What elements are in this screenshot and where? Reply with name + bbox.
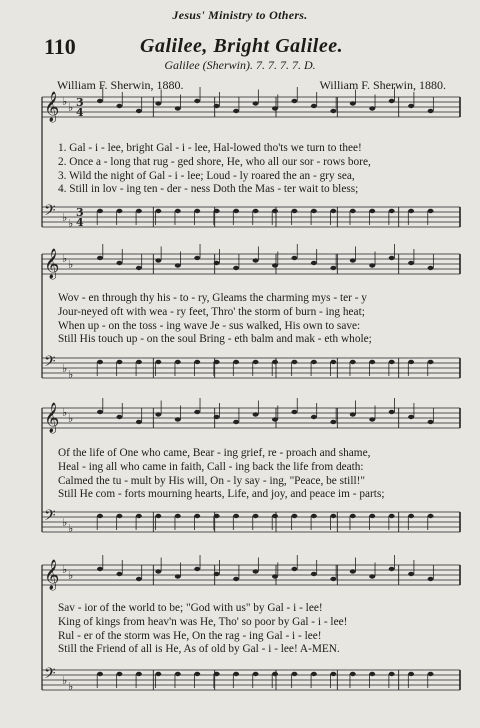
- flat-icon: ♭: [68, 522, 74, 535]
- flat-icon: ♭: [62, 406, 68, 419]
- note-head: [428, 420, 434, 424]
- note-head: [214, 672, 220, 676]
- note-head: [214, 104, 220, 108]
- note-head: [350, 360, 356, 364]
- note-head: [428, 514, 434, 518]
- lyric-line: Rul - er of the storm was He, On the rag - ing Gal - i - lee!: [58, 629, 322, 642]
- note-head: [330, 266, 336, 270]
- note-head: [330, 672, 336, 676]
- note-head: [408, 209, 414, 213]
- note-head: [233, 266, 239, 270]
- lyric-line: 1. Gal - i - lee, bright Gal - i - lee, Hal-lowed tho'ts we turn to thee!: [58, 142, 362, 154]
- note-head: [97, 209, 103, 213]
- lyric-line: Still His touch up - on the soul Bring - eth balm and mak - eth whole;: [58, 333, 372, 346]
- lyric-line: Of the life of One who came, Bear - ing grief, re - proach and shame,: [58, 447, 371, 459]
- note-head: [175, 514, 181, 518]
- note-head: [175, 417, 181, 421]
- bass-clef-icon: 𝄢: [44, 665, 56, 686]
- note-head: [116, 209, 122, 213]
- note-head: [369, 672, 375, 676]
- note-head: [233, 360, 239, 364]
- note-head: [350, 209, 356, 213]
- note-head: [389, 567, 395, 571]
- flat-icon: ♭: [68, 412, 74, 425]
- note-head: [136, 672, 142, 676]
- note-head: [428, 266, 434, 270]
- note-head: [291, 360, 297, 364]
- note-head: [291, 410, 297, 414]
- note-head: [155, 258, 161, 262]
- note-head: [194, 209, 200, 213]
- note-head: [136, 360, 142, 364]
- note-head: [350, 101, 356, 105]
- note-head: [330, 577, 336, 581]
- note-head: [194, 567, 200, 571]
- note-head: [155, 672, 161, 676]
- note-head: [408, 261, 414, 265]
- bass-clef-icon: 𝄢: [44, 507, 56, 528]
- note-head: [116, 572, 122, 576]
- note-head: [97, 567, 103, 571]
- note-head: [253, 412, 259, 416]
- lyrics-system-4: [58, 602, 458, 657]
- note-head: [428, 672, 434, 676]
- flat-icon: ♭: [68, 101, 74, 114]
- note-head: [175, 360, 181, 364]
- note-head: [253, 209, 259, 213]
- note-head: [253, 514, 259, 518]
- flat-icon: ♭: [62, 211, 68, 224]
- note-head: [428, 209, 434, 213]
- note-head: [116, 104, 122, 108]
- note-head: [330, 360, 336, 364]
- note-head: [311, 360, 317, 364]
- note-head: [369, 574, 375, 578]
- note-head: [272, 417, 278, 421]
- note-head: [116, 672, 122, 676]
- note-head: [350, 412, 356, 416]
- note-head: [272, 106, 278, 110]
- lyric-line: Jour-neyed oft with wea - ry feet, Thro' the storm of burn - ing heat;: [58, 305, 365, 318]
- flat-icon: ♭: [62, 516, 68, 529]
- note-head: [175, 209, 181, 213]
- flat-icon: ♭: [68, 569, 74, 582]
- flat-icon: ♭: [62, 674, 68, 687]
- note-head: [97, 99, 103, 103]
- note-head: [194, 410, 200, 414]
- note-head: [272, 263, 278, 267]
- note-head: [350, 514, 356, 518]
- note-head: [408, 572, 414, 576]
- note-head: [330, 209, 336, 213]
- lyric-line: 2. Once a - long that rug - ged shore, He, who all our sor - rows bore,: [58, 155, 371, 168]
- note-head: [214, 261, 220, 265]
- note-head: [155, 569, 161, 573]
- lyric-line: 3. Wild the night of Gal - i - lee; Loud - ly roared the an - gry sea,: [58, 169, 355, 182]
- note-head: [253, 569, 259, 573]
- time-signature-bottom: 4: [76, 106, 84, 119]
- note-head: [116, 261, 122, 265]
- note-head: [233, 577, 239, 581]
- note-head: [389, 410, 395, 414]
- flat-icon: ♭: [68, 217, 74, 230]
- lyrics-system-3: [58, 447, 458, 502]
- words-credit: William F. Sherwin, 1880.: [57, 78, 184, 92]
- note-head: [194, 672, 200, 676]
- lyric-line: 4. Still in lov - ing ten - der - ness Doth the Mas - ter wait to bless;: [58, 183, 359, 196]
- note-head: [97, 410, 103, 414]
- note-head: [233, 420, 239, 424]
- note-head: [311, 209, 317, 213]
- tune-line: Galilee (Sherwin). 7. 7. 7. 7. D.: [164, 58, 316, 72]
- flat-icon: ♭: [68, 368, 74, 381]
- bass-clef-icon: 𝄢: [44, 202, 56, 223]
- flat-icon: ♭: [62, 362, 68, 375]
- treble-clef-icon: 𝄞: [44, 560, 60, 590]
- note-head: [291, 567, 297, 571]
- note-head: [116, 360, 122, 364]
- note-head: [214, 415, 220, 419]
- note-head: [408, 104, 414, 108]
- note-head: [214, 209, 220, 213]
- note-head: [408, 360, 414, 364]
- note-head: [408, 672, 414, 676]
- note-head: [389, 360, 395, 364]
- treble-clef-icon: 𝄞: [44, 403, 60, 433]
- note-head: [291, 99, 297, 103]
- note-head: [291, 514, 297, 518]
- lyric-line: Sav - ior of the world to be; "God with us" by Gal - i - lee!: [58, 602, 323, 614]
- note-head: [175, 106, 181, 110]
- note-head: [175, 574, 181, 578]
- note-head: [389, 672, 395, 676]
- note-head: [369, 263, 375, 267]
- note-head: [136, 209, 142, 213]
- lyrics-system-2: [58, 292, 458, 347]
- note-head: [389, 256, 395, 260]
- note-head: [253, 258, 259, 262]
- note-head: [214, 514, 220, 518]
- note-head: [272, 360, 278, 364]
- note-head: [233, 514, 239, 518]
- note-head: [253, 101, 259, 105]
- note-head: [233, 109, 239, 113]
- music-credit: William F. Sherwin, 1880.: [319, 78, 446, 92]
- note-head: [369, 209, 375, 213]
- note-head: [311, 104, 317, 108]
- note-head: [350, 258, 356, 262]
- note-head: [408, 415, 414, 419]
- time-signature-top: 3: [76, 206, 84, 219]
- note-head: [330, 109, 336, 113]
- note-head: [253, 672, 259, 676]
- hymn-number: 110: [44, 34, 76, 59]
- note-head: [428, 577, 434, 581]
- note-head: [350, 672, 356, 676]
- note-head: [311, 572, 317, 576]
- note-head: [136, 109, 142, 113]
- flat-icon: ♭: [68, 258, 74, 271]
- lyric-line: Still the Friend of all is He, As of old by Gal - i - lee! A-MEN.: [58, 643, 340, 656]
- flat-icon: ♭: [62, 95, 68, 108]
- note-head: [136, 420, 142, 424]
- note-head: [97, 256, 103, 260]
- note-head: [214, 572, 220, 576]
- flat-icon: ♭: [68, 680, 74, 693]
- note-head: [272, 514, 278, 518]
- note-head: [155, 101, 161, 105]
- time-signature-bottom: 4: [76, 216, 84, 229]
- note-head: [369, 106, 375, 110]
- note-head: [194, 360, 200, 364]
- bass-clef-icon: 𝄢: [44, 353, 56, 374]
- note-head: [136, 266, 142, 270]
- note-head: [214, 360, 220, 364]
- note-head: [428, 109, 434, 113]
- note-head: [155, 412, 161, 416]
- note-head: [369, 417, 375, 421]
- note-head: [330, 420, 336, 424]
- note-head: [97, 360, 103, 364]
- hymn-title: Galilee, Bright Galilee.: [140, 35, 344, 57]
- lyric-line: Heal - ing all who came in faith, Call - ing back the life from death:: [58, 460, 364, 473]
- note-head: [194, 514, 200, 518]
- time-signature-top: 3: [76, 96, 84, 109]
- note-head: [330, 514, 336, 518]
- note-head: [408, 514, 414, 518]
- note-head: [389, 209, 395, 213]
- note-head: [155, 209, 161, 213]
- note-head: [389, 99, 395, 103]
- note-head: [175, 672, 181, 676]
- note-head: [136, 577, 142, 581]
- note-head: [291, 209, 297, 213]
- lyric-line: King of kings from heav'n was He, Tho' so poor by Gal - i - lee!: [58, 615, 348, 628]
- note-head: [97, 672, 103, 676]
- lyric-line: Calmed the tu - mult by His will, On - ly say - ing, "Peace, be still!": [58, 474, 365, 487]
- note-head: [155, 360, 161, 364]
- note-head: [253, 360, 259, 364]
- note-head: [116, 514, 122, 518]
- note-head: [175, 263, 181, 267]
- lyric-line: Still He com - forts mourning hearts, Life, and joy, and peace im - parts;: [58, 488, 385, 501]
- note-head: [291, 672, 297, 676]
- note-head: [369, 360, 375, 364]
- note-head: [116, 415, 122, 419]
- note-head: [272, 209, 278, 213]
- note-head: [311, 415, 317, 419]
- note-head: [428, 360, 434, 364]
- note-head: [389, 514, 395, 518]
- note-head: [233, 209, 239, 213]
- note-head: [369, 514, 375, 518]
- treble-clef-icon: 𝄞: [44, 249, 60, 279]
- note-head: [272, 574, 278, 578]
- note-head: [311, 261, 317, 265]
- lyrics-system-1: [58, 142, 458, 197]
- note-head: [350, 569, 356, 573]
- note-head: [155, 514, 161, 518]
- section-header: Jesus' Ministry to Others.: [172, 8, 308, 22]
- lyric-line: When up - on the toss - ing wave Je - sus walked, His own to save:: [58, 319, 361, 332]
- note-head: [311, 514, 317, 518]
- note-head: [233, 672, 239, 676]
- note-head: [311, 672, 317, 676]
- note-head: [291, 256, 297, 260]
- note-head: [194, 99, 200, 103]
- note-head: [97, 514, 103, 518]
- flat-icon: ♭: [62, 252, 68, 265]
- treble-clef-icon: 𝄞: [44, 92, 60, 122]
- note-head: [272, 672, 278, 676]
- flat-icon: ♭: [62, 563, 68, 576]
- note-head: [136, 514, 142, 518]
- note-head: [194, 256, 200, 260]
- lyric-line: Wov - en through thy his - to - ry, Gleams the charming mys - ter - y: [58, 292, 367, 304]
